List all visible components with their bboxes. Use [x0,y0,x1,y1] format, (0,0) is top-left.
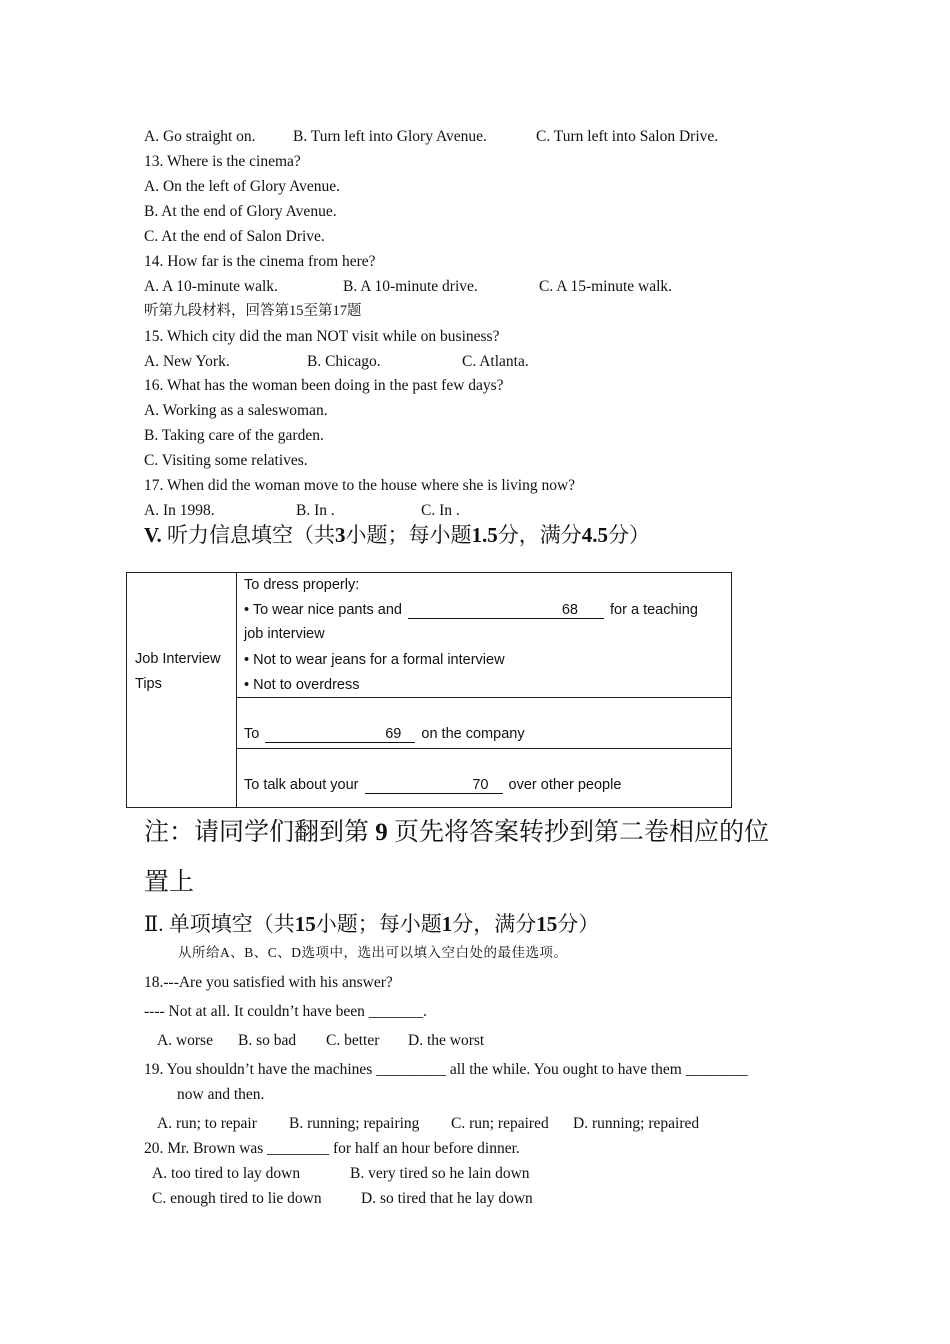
blank-69[interactable]: 69 [265,726,415,743]
q16-question: 16. What has the woman been doing in the past few days? [144,377,504,394]
q19-line-1: 19. You shouldn’t have the machines _________ all the while. You ought to have them ________ [144,1061,748,1078]
table-r1-bullet-1-cont: job interview [244,626,325,642]
blank-68[interactable]: 68 [408,602,604,619]
q18-line-2: ---- Not at all. It couldn’t have been _______. [144,1003,427,1020]
section-5-title: V. 听力信息填空（共3小题；每小题1.5分，满分4.5分） [144,523,650,547]
note-line-1: 注：请同学们翻到第 9 页先将答案转抄到第二卷相应的位 [144,819,770,846]
part9-instruction: 听第九段材料，回答第15至第17题 [144,303,362,319]
q12-option-c: C. Turn left into Salon Drive. [536,128,719,145]
q13-option-a: A. On the left of Glory Avenue. [144,178,340,195]
table-r1-bullet-3: • Not to overdress [244,677,360,693]
q19-option-a: A. run; to repair [157,1115,257,1132]
table-r3: To talk about your 70 over other people [244,777,622,793]
q20-option-a: A. too tired to lay down [152,1165,301,1182]
q18-option-c: C. better [326,1032,380,1049]
q19-option-d: D. running; repaired [573,1115,700,1132]
q20-option-b: B. very tired so he lain down [350,1165,530,1182]
q17-option-c: C. In . [421,502,460,519]
table-row-divider-2 [236,748,731,749]
blank-70[interactable]: 70 [365,777,503,794]
table-left-label-2: Tips [135,676,162,692]
q16-option-a: A. Working as a saleswoman. [144,402,328,419]
q17-option-a: A. In 1998. [144,502,215,519]
q18-option-b: B. so bad [238,1032,297,1049]
q19-option-b: B. running; repairing [289,1115,420,1132]
table-r2: To 69 on the company [244,726,525,742]
section-2-title: Ⅱ. 单项填空（共15小题；每小题1分，满分15分） [144,912,600,936]
q12-option-b: B. Turn left into Glory Avenue. [293,128,487,145]
q15-option-a: A. New York. [144,353,230,370]
q13-question: 13. Where is the cinema? [144,153,301,170]
q14-option-c: C. A 15-minute walk. [539,278,673,295]
q13-option-b: B. At the end of Glory Avenue. [144,203,337,220]
q20-option-d: D. so tired that he lay down [361,1190,533,1207]
q15-option-b: B. Chicago. [307,353,381,370]
table-r1-heading: To dress properly: [244,577,360,593]
table-column-divider [236,573,237,807]
section-2-roman: Ⅱ. [144,912,164,936]
section-2-instruction: 从所给A、B、C、D选项中，选出可以填入空白处的最佳选项。 [178,945,568,960]
q17-option-b: B. In . [296,502,335,519]
table-left-label-1: Job Interview [135,651,221,667]
q16-option-c: C. Visiting some relatives. [144,452,308,469]
q15-option-c: C. Atlanta. [462,353,529,370]
table-row-divider-1 [236,697,731,698]
q12-option-a: A. Go straight on. [144,128,256,145]
q18-option-a: A. worse [157,1032,213,1049]
q20-line-1: 20. Mr. Brown was ________ for half an hour before dinner. [144,1140,520,1157]
job-interview-table [126,572,732,808]
q14-question: 14. How far is the cinema from here? [144,253,376,270]
q19-option-c: C. run; repaired [451,1115,549,1132]
table-r1-bullet-1: • To wear nice pants and 68 for a teaching [244,602,698,618]
q15-question: 15. Which city did the man NOT visit while on business? [144,328,500,345]
q18-line-1: 18.---Are you satisfied with his answer? [144,974,393,991]
q13-option-c: C. At the end of Salon Drive. [144,228,325,245]
q19-line-2: now and then. [177,1086,265,1103]
note-line-2: 置上 [144,869,195,896]
q14-option-a: A. A 10-minute walk. [144,278,278,295]
q20-option-c: C. enough tired to lie down [152,1190,322,1207]
q17-question: 17. When did the woman move to the house where she is living now? [144,477,576,494]
q18-option-d: D. the worst [408,1032,485,1049]
q14-option-b: B. A 10-minute drive. [343,278,478,295]
section-5-roman: V. [144,523,162,547]
table-r1-bullet-2: • Not to wear jeans for a formal interview [244,652,505,668]
q16-option-b: B. Taking care of the garden. [144,427,324,444]
